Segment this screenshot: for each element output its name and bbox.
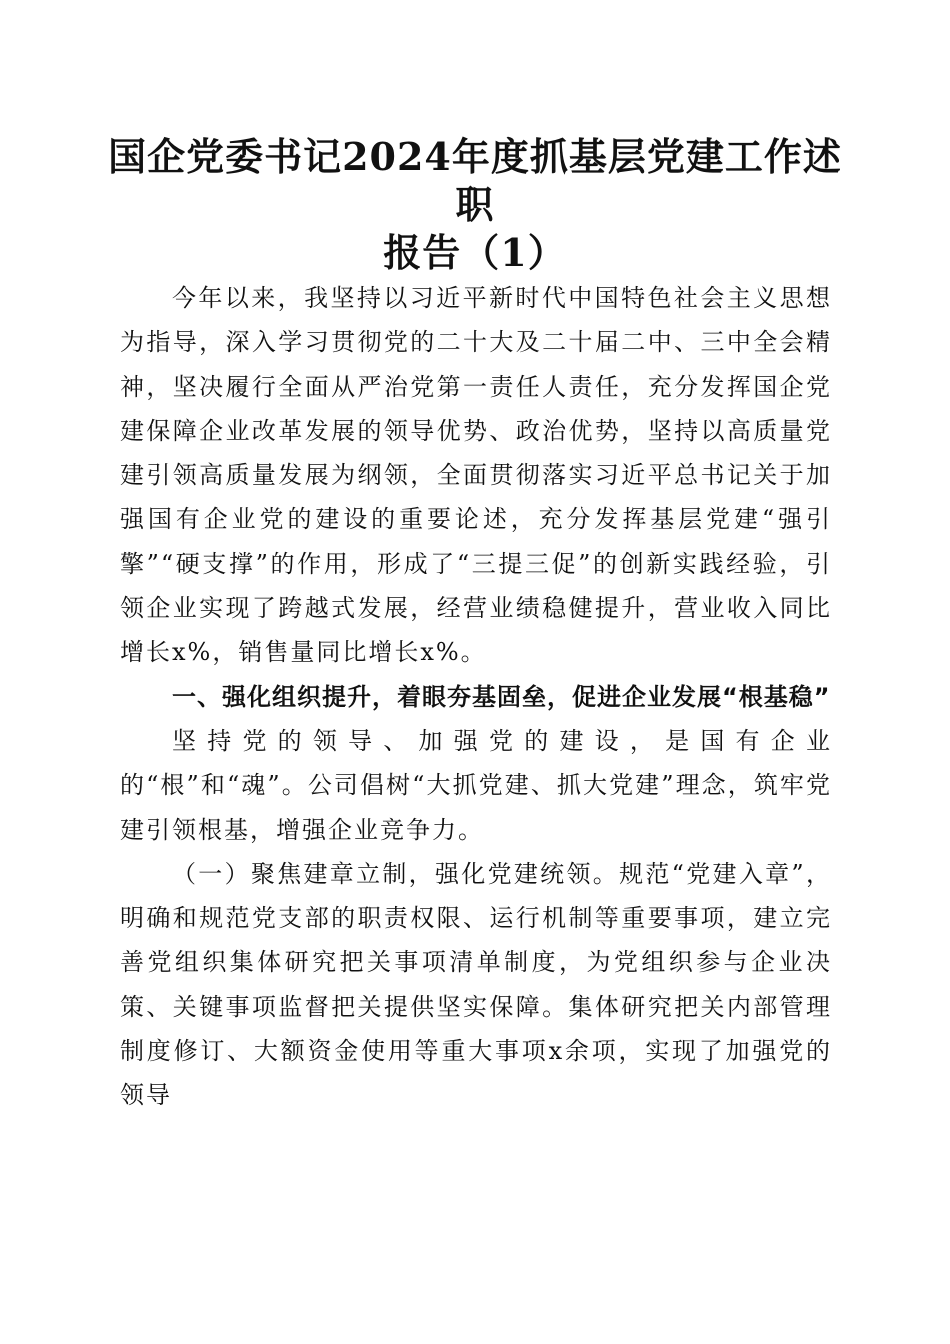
document-title bbox=[100, 133, 850, 277]
section-1-paragraph: 坚持党的领导、加强党的建设，是国有企业的“根”和“魂”。公司倡树“大抓党建、抓大党建”理念，筑牢党建引领根基，增强企业竞争力。 bbox=[120, 726, 832, 844]
document-body bbox=[120, 276, 832, 1118]
section-heading-1: 一、强化组织提升，着眼夯基固垒，促进企业发展“根基稳” bbox=[172, 682, 831, 711]
intro-paragraph: 今年以来，我坚持以习近平新时代中国特色社会主义思想为指导，深入学习贯彻党的二十大及二十届二中、三中全会精神，坚决履行全面从严治党第一责任人责任，充分发挥国企党建保障企业改革发展的领导优势、政治优势，坚持以高质量党建引领高质量发展为纲领，全面贯彻落实习近平总书记关于加强国有企业党的建设的重要论述，充分发挥基层党建“强引擎”“硬支撑”的作用，形成了“三提三促”的创新实践经验，引领企业实现了跨越式发展，经营业绩稳健提升，营业收入同比增长x%，销售量同比增长x%。 bbox=[120, 284, 832, 667]
title-line-2: 报告（1） bbox=[383, 230, 567, 275]
subsection-1-paragraph: （一）聚焦建章立制，强化党建统领。规范“党建入章”，明确和规范党支部的职责权限、运行机制等重要事项，建立完善党组织集体研究把关事项清单制度，为党组织参与企业决策、关键事项监督把关提供坚实保障。集体研究把关内部管理制度修订、大额资金使用等重大事项x余项，实现了加强党的领导 bbox=[120, 859, 832, 1110]
title-line-1: 国企党委书记2024年度抓基层党建工作述职 bbox=[108, 134, 842, 227]
